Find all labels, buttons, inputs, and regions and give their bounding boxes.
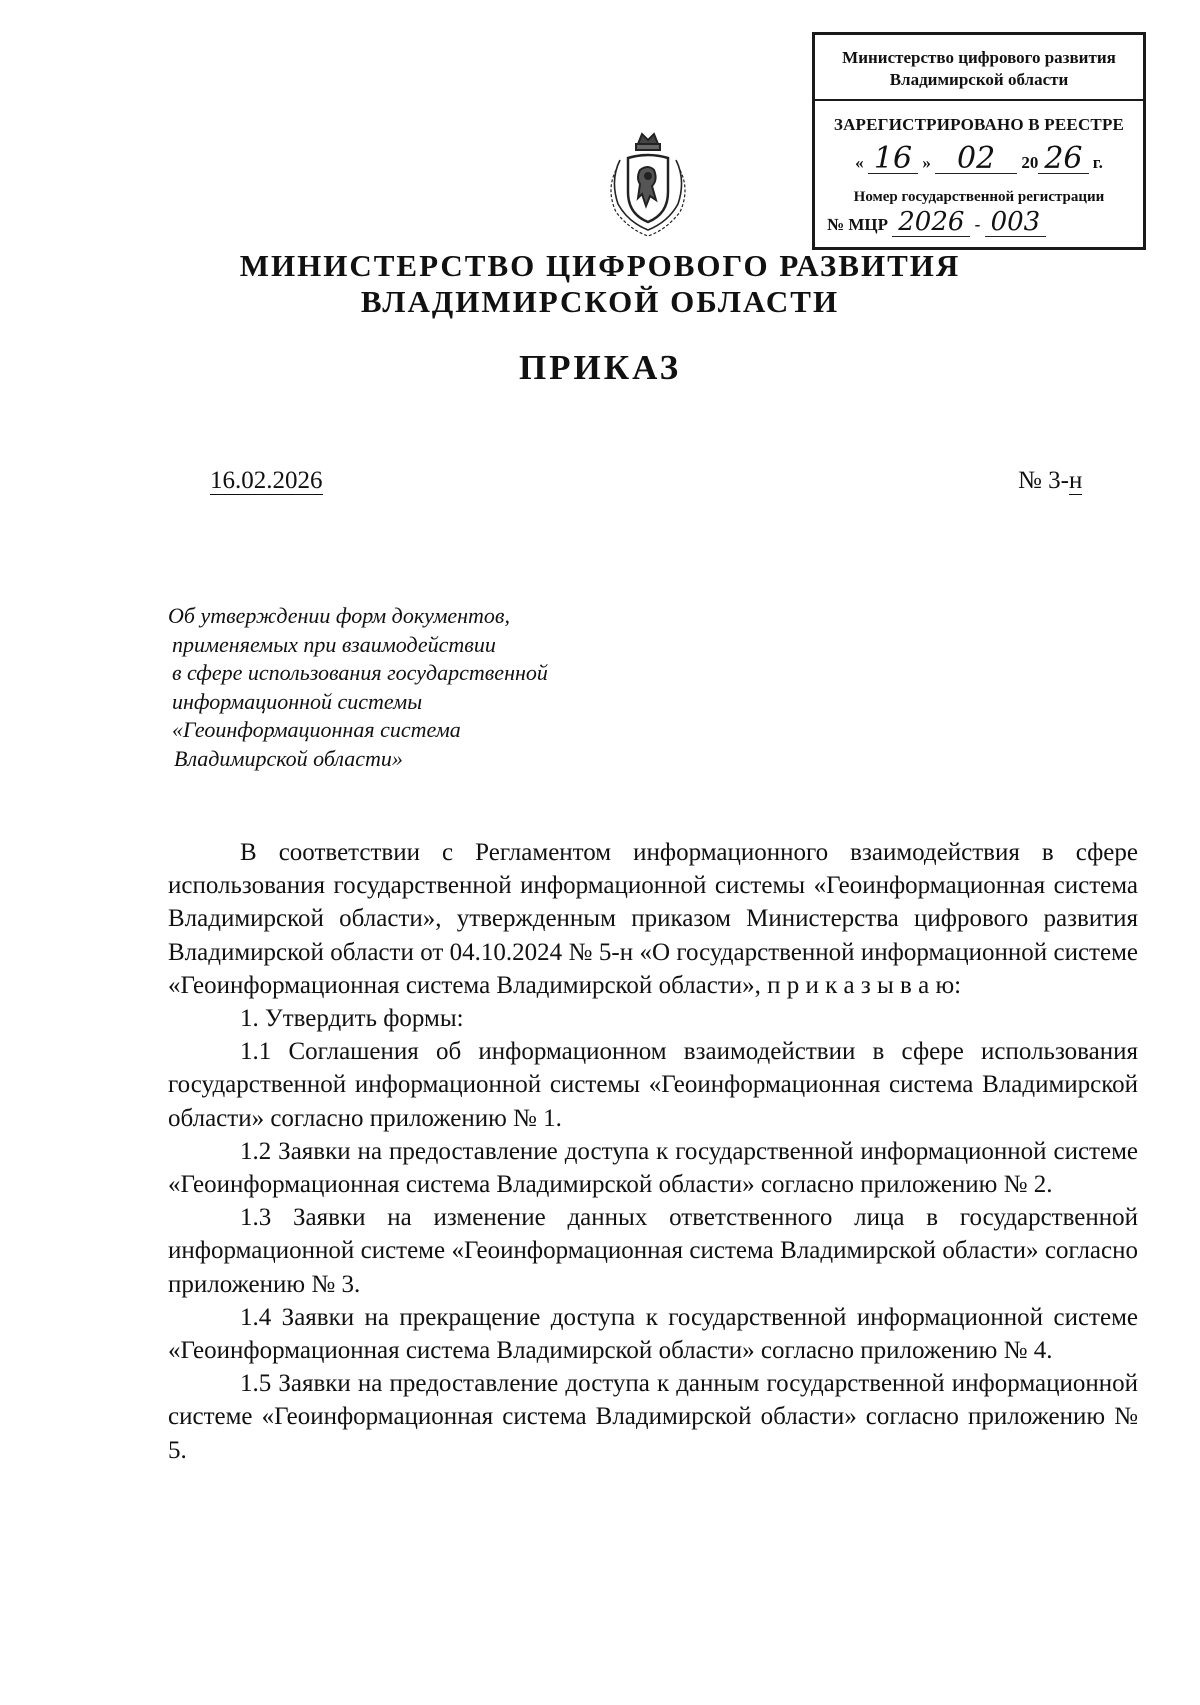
order-number-prefix: № 3- [1018,467,1069,494]
item-1-3: 1.3 Заявки на изменение данных ответственного лица в государственной информационной системе «Геоинформационная система Владимирской области» согласно приложению № 3. [168,1204,1138,1298]
stamp-org-line2: Владимирской области [889,70,1069,89]
subject-line: Об утверждении форм документов, [168,603,510,628]
item-1: 1. Утвердить формы: [240,1005,464,1033]
subject-line: Владимирской области» [174,745,403,771]
preamble-paragraph: В соответствии с Регламентом информационного взаимодействия в сфере использования государственной информационной системы «Геоинформационная система Владимирской области», утвержденным приказом Министерства цифрового развития Владимирской области от 04.10.2024 № 5-н «О государственной информационной системе «Геоинформационная система Владимирской области», п р и к а з ы в а ю: [168,839,1138,999]
subject-line: в сфере использования государственной [172,660,548,685]
item-1-5: 1.5 Заявки на предоставление доступа к данным государственной информационной системе «Геоинформационная система Владимирской области» согласно приложению № 5. [168,1370,1138,1464]
stamp-date-month: 02 [935,145,1017,174]
document-type-title: ПРИКАЗ [518,348,682,387]
stamp-registered-label: ЗАРЕГИСТРИРОВАНО В РЕЕСТРЕ [833,115,1125,134]
stamp-number-separator: - [974,215,981,234]
stamp-date-day: 16 [868,145,918,174]
coat-of-arms-icon [598,130,698,240]
stamp-date [815,141,1143,176]
item-1-1: 1.1 Соглашения об информационном взаимодействии в сфере использования государственной информационной системы «Геоинформационная система Владимирской области» согласно приложению № 1. [168,1038,1138,1132]
stamp-number [815,208,1143,237]
stamp-org-line1: Министерство цифрового развития [842,48,1116,67]
stamp-organization [815,35,1143,101]
stamp-number-part1: 2026 [892,208,970,237]
registration-stamp [812,32,1146,250]
subject-line: «Геоинформационная система [172,717,461,742]
order-body [168,836,1138,1467]
subject-line: информационной системы [172,688,423,714]
ministry-title-line1: МИНИСТЕРСТВО ЦИФРОВОГО РАЗВИТИЯ [239,248,961,283]
ministry-title-line2: ВЛАДИМИРСКОЙ ОБЛАСТИ [360,284,840,319]
stamp-date-close-quote: » [922,153,931,172]
stamp-date-year-prefix: 20 [1021,153,1039,172]
order-date: 16.02.2026 [210,467,323,494]
order-number [1018,468,1082,494]
order-number-suffix: н [1068,467,1083,494]
item-1-4: 1.4 Заявки на прекращение доступа к государственной информационной системе «Геоинформационная система Владимирской области» согласно приложению № 4. [168,1303,1138,1365]
item-1-2: 1.2 Заявки на предоставление доступа к государственной информационной системе «Геоинформационная система Владимирской области» согласно приложению № 2. [168,1137,1138,1199]
stamp-number-label: Номер государственной регистрации [853,189,1105,205]
stamp-date-open-quote: « [855,153,864,172]
order-subject [168,602,638,773]
stamp-number-part2: 003 [985,208,1047,237]
stamp-date-suffix: г. [1092,153,1103,172]
subject-line: применяемых при взаимодействии [172,631,496,657]
stamp-number-prefix: № МЦР [827,215,888,234]
stamp-date-year: 26 [1038,145,1088,174]
